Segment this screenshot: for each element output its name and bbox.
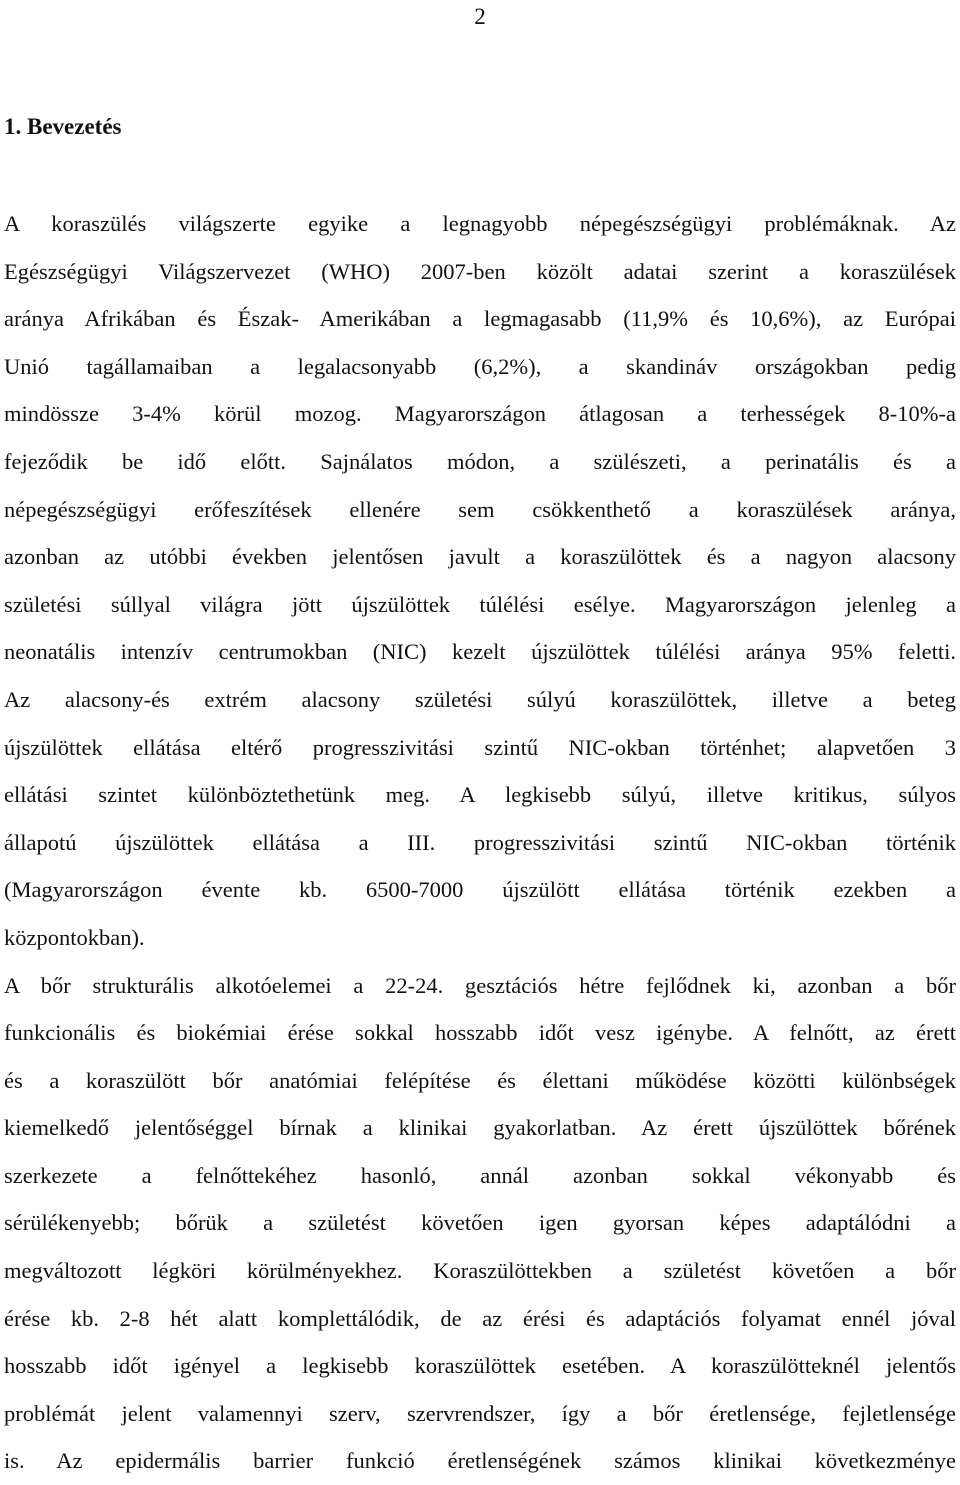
page-number: 2: [474, 4, 486, 29]
text-line: születési súllyal világra jött újszülöttek túlélési esélye. Magyarországon jelenleg a: [4, 591, 956, 617]
text-line: (Magyarországon évente kb. 6500-7000 újszülött ellátása történik ezekben a: [4, 877, 956, 903]
section-heading: 1. Bevezetés: [4, 114, 122, 139]
text-line: megváltozott légköri körülményekhez. Koraszülöttekben a születést követően a bőr: [4, 1258, 956, 1284]
text-line: sérülékenyebb; bőrük a születést követően igen gyorsan képes adaptálódni a: [4, 1210, 956, 1236]
text-line: neonatális intenzív centrumokban (NIC) kezelt újszülöttek túlélési aránya 95% feletti.: [4, 639, 956, 665]
text-line: A koraszülés világszerte egyike a legnagyobb népegészségügyi problémáknak. Az: [4, 211, 956, 236]
text-line: Egészségügyi Világszervezet (WHO) 2007-ben közölt adatai szerint a koraszülések: [4, 258, 956, 284]
text-line: szerkezete a felnőttekéhez hasonló, annál azonban sokkal vékonyabb és: [4, 1162, 956, 1188]
text-line: mindössze 3-4% körül mozog. Magyarországon átlagosan a terhességek 8-10%-a: [4, 401, 956, 427]
text-line: állapotú újszülöttek ellátása a III. progresszivitási szintű NIC-okban történik: [4, 829, 956, 855]
text-line: népegészségügyi erőfeszítések ellenére sem csökkenthető a koraszülések aránya,: [4, 496, 956, 522]
text-line: A bőr strukturális alkotóelemei a 22-24. gesztációs hétre fejlődnek ki, azonban a bőr: [4, 972, 956, 998]
text-line: aránya Afrikában és Észak- Amerikában a legmagasabb (11,9% és 10,6%), az Európai: [4, 306, 956, 332]
text-line: ellátási szintet különböztethetünk meg. A legkisebb súlyú, illetve kritikus, súlyos: [4, 782, 956, 808]
body-text: [4, 200, 956, 1485]
text-line: azonban az utóbbi években jelentősen javult a koraszülöttek és a nagyon alacsony: [4, 544, 956, 570]
text-line: hosszabb időt igényel a legkisebb koraszülöttek esetében. A koraszülötteknél jelentős: [4, 1353, 956, 1379]
text-line: Unió tagállamaiban a legalacsonyabb (6,2%), a skandináv országokban pedig: [4, 353, 956, 379]
text-line: fejeződik be idő előtt. Sajnálatos módon, a szülészeti, a perinatális és a: [4, 448, 956, 474]
text-line: érése kb. 2-8 hét alatt komplettálódik, de az érési és adaptációs folyamat ennél jóval: [4, 1305, 956, 1331]
text-line: is. Az epidermális barrier funkció éretlenségének számos klinikai következménye: [4, 1448, 956, 1474]
text-line: Az alacsony-és extrém alacsony születési súlyú koraszülöttek, illetve a beteg: [4, 686, 956, 712]
text-line: és a koraszülött bőr anatómiai felépítése és élettani működése közötti különbségek: [4, 1067, 956, 1093]
text-line: központokban).: [4, 924, 145, 950]
text-line: kiemelkedő jelentőséggel bírnak a klinikai gyakorlatban. Az érett újszülöttek bőrének: [4, 1115, 956, 1141]
text-line: újszülöttek ellátása eltérő progresszivitási szintű NIC-okban történhet; alapvetően 3: [4, 734, 956, 760]
text-line: problémát jelent valamennyi szerv, szervrendszer, így a bőr éretlensége, fejletlensége: [4, 1400, 956, 1426]
text-line: funkcionális és biokémiai érése sokkal hosszabb időt vesz igénybe. A felnőtt, az érett: [4, 1020, 956, 1046]
